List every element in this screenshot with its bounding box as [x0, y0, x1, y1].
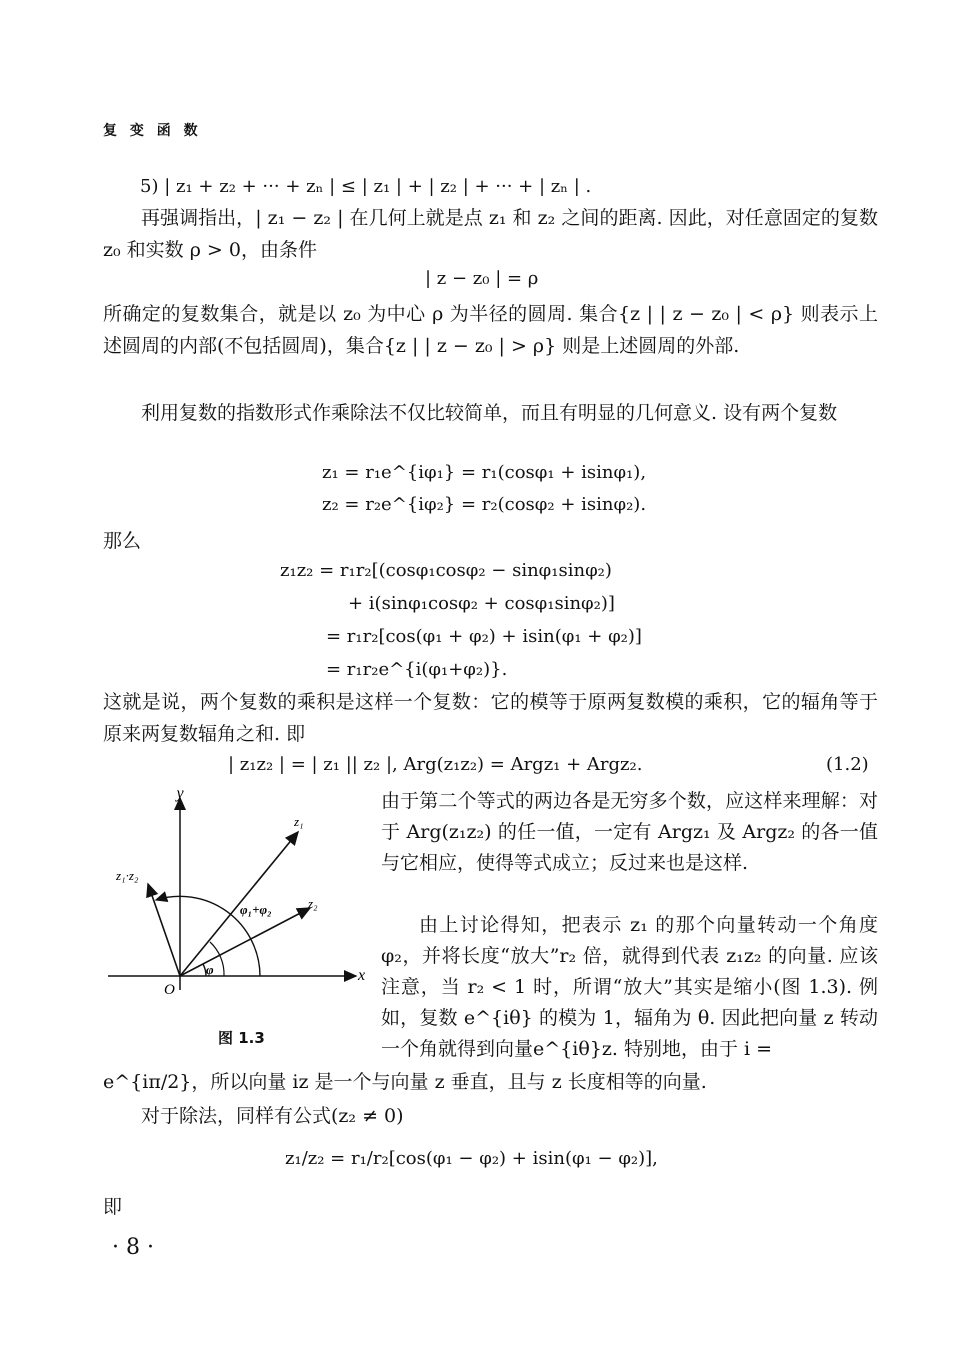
equation-number: (1.2) — [826, 754, 869, 775]
paragraph-exponential-form: 利用复数的指数形式作乘除法不仅比较简单，而且有明显的几何意义. 设有两个复数 — [141, 402, 838, 424]
paragraph-circle-sets: 所确定的复数集合，就是以 z₀ 为中心 ρ 为半径的圆周. 集合{z | | z − z₀ | < ρ} 则表示上述圆周的内部(不包括圆周)，集合{z | | z − z₀ | > ρ} 则是上述圆周的外部. — [103, 303, 878, 357]
label-y: y — [176, 785, 184, 802]
product-line-3: = r₁r₂[cos(φ₁ + φ₂) + isin(φ₁ + φ₂)] — [326, 626, 642, 647]
label-z1: z₁ — [294, 814, 304, 829]
label-origin: O — [164, 982, 175, 998]
formula-division: z₁/z₂ = r₁/r₂[cos(φ₁ − φ₂) + isin(φ₁ − φ₂)], — [285, 1148, 658, 1169]
label-z2: z₂ — [308, 896, 318, 911]
running-header: 复 变 函 数 — [103, 123, 202, 139]
product-line-1: z₁z₂ = r₁r₂[(cosφ₁cosφ₂ − sinφ₁sinφ₂) — [280, 560, 612, 581]
label-x: x — [358, 967, 366, 984]
word-then: 那么 — [103, 530, 142, 552]
product-line-4: = r₁r₂e^{i(φ₁+φ₂)}. — [326, 659, 508, 680]
paragraph-iz: e^{iπ/2}，所以向量 iz 是一个与向量 z 垂直，且与 z 长度相等的向量. — [103, 1071, 707, 1093]
page-number: · 8 · — [112, 1235, 154, 1260]
property-5-inequality: 5) | z₁ + z₂ + ··· + zₙ | ≤ | z₁ | + | z₂ | + ··· + | zₙ | . — [140, 176, 592, 197]
formula-z1: z₁ = r₁e^{iφ₁} = r₁(cosφ₁ + isinφ₁), — [322, 462, 647, 483]
side-paragraph-arg: 由于第二个等式的两边各是无穷多个数，应这样来理解：对于 Arg(z₁z₂) 的任一值，一定有 Argz₁ 及 Argz₂ 的各一值与它相应，使得等式成立；反过来也是这样. — [381, 790, 878, 874]
label-sum-angle: φ₁+φ₂ — [240, 902, 272, 917]
formula-1-2: | z₁z₂ | = | z₁ || z₂ |, Arg(z₁z₂) = Argz₁ + Argz₂. — [228, 754, 643, 775]
paragraph-division: 对于除法，同样有公式(z₂ ≠ 0) — [141, 1105, 404, 1127]
label-phi: φ — [206, 962, 214, 977]
vector-z1 — [180, 832, 298, 976]
side-paragraph-rotation: 由上讨论得知，把表示 z₁ 的那个向量转动一个角度 φ₂，并将长度“放大”r₂ 倍，就得到代表 z₁z₂ 的向量. 应该注意，当 r₂ < 1 时，所谓“放大”其实是缩小(图 1.3). 例如，复数 e^{iθ} 的模为 1，辐角为 θ. 因此把向量 z 转动一个角就得到向量e^{iθ}z. 特别地，由于 i = — [381, 914, 878, 1060]
figure-caption: 图 1.3 — [218, 1029, 265, 1047]
vector-z2 — [180, 908, 310, 976]
label-z1z2: z₁·z₂ — [116, 868, 139, 883]
product-line-2: + i(sinφ₁cosφ₂ + cosφ₁sinφ₂)] — [348, 593, 615, 614]
word-namely: 即 — [103, 1196, 123, 1218]
formula-z2: z₂ = r₂e^{iφ₂} = r₂(cosφ₂ + isinφ₂). — [322, 494, 647, 515]
paragraph-distance: 再强调指出，| z₁ − z₂ | 在几何上就是点 z₁ 和 z₂ 之间的距离. 因此，对任意固定的复数 z₀ 和实数 ρ > 0，由条件 — [103, 207, 878, 261]
formula-circle: | z − z₀ | = ρ — [425, 268, 539, 289]
paragraph-product-meaning: 这就是说，两个复数的乘积是这样一个复数：它的模等于原两复数模的乘积，它的辐角等于原来两复数辐角之和. 即 — [103, 691, 878, 745]
figure-vector-product — [100, 780, 370, 1010]
